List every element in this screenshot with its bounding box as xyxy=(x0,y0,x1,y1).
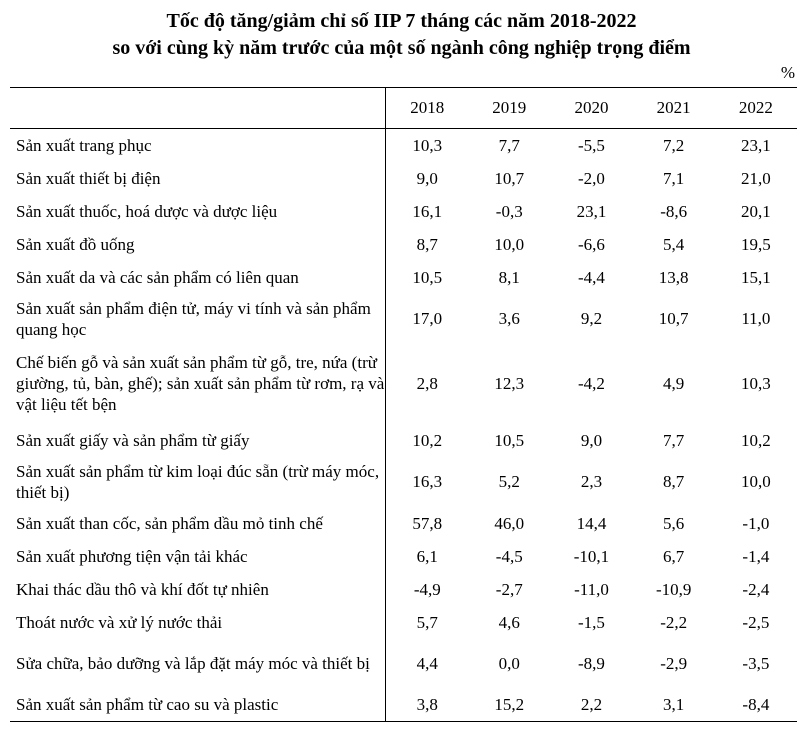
value-cell: 10,3 xyxy=(741,374,771,393)
value-cell: 10,0 xyxy=(494,234,525,254)
value-cell: 10,5 xyxy=(494,430,525,450)
table-row xyxy=(10,639,797,689)
value-cell: 9,2 xyxy=(580,309,603,328)
row-name-cell: Sửa chữa, bảo dưỡng và lắp đặt máy móc và thiết bị xyxy=(16,654,370,673)
value-cell: 9,0 xyxy=(580,430,603,450)
value-cell: -5,5 xyxy=(578,135,605,155)
value-cell: 3,6 xyxy=(498,309,520,328)
table-row xyxy=(10,129,797,162)
value-cell: 4,9 xyxy=(663,374,685,393)
value-cell: 2,3 xyxy=(580,472,603,491)
header-cell-year: 2018 xyxy=(386,88,468,129)
row-name-cell: Sản xuất đồ uống xyxy=(16,234,135,254)
value-cell: 23,1 xyxy=(576,201,607,221)
row-name-cell: Chế biến gỗ và sản xuất sản phẩm từ gỗ, tre, nứa (trừ giường, tủ, bàn, ghế); sản xuất sản phẩm từ rơm, rạ và vật liệu tết bện xyxy=(16,353,385,414)
value-cell: 10,3 xyxy=(386,129,468,162)
value-cell: -2,5 xyxy=(742,612,770,632)
table-row xyxy=(10,228,797,261)
value-cell: 7,1 xyxy=(663,168,685,188)
value-cell: -2,2 xyxy=(660,612,688,632)
value-cell: 10,0 xyxy=(741,472,771,491)
table-row xyxy=(10,424,797,457)
value-cell: 17,0 xyxy=(386,294,468,344)
value-cell: 5,2 xyxy=(498,472,520,491)
value-cell: -2,0 xyxy=(578,168,605,188)
row-name-cell: Sản xuất phương tiện vận tải khác xyxy=(16,546,248,566)
row-name-cell: Thoát nước và xử lý nước thải xyxy=(16,612,223,632)
value-cell: -4,9 xyxy=(386,573,468,606)
value-cell: 8,7 xyxy=(663,472,685,491)
table-row xyxy=(10,507,797,540)
table-row xyxy=(10,457,797,507)
value-cell: 10,2 xyxy=(741,430,771,450)
value-cell: 4,6 xyxy=(498,612,520,632)
value-cell: 23,1 xyxy=(741,135,771,155)
value-cell: 3,8 xyxy=(386,689,468,722)
value-cell: -1,0 xyxy=(742,513,770,533)
row-name-cell: Sản xuất giấy và sản phẩm từ giấy xyxy=(16,430,250,450)
table-row xyxy=(10,294,797,344)
row-name-cell: Sản xuất thiết bị điện xyxy=(16,168,161,188)
value-cell: 13,8 xyxy=(658,267,689,287)
value-cell: 10,7 xyxy=(658,309,689,328)
table-row xyxy=(10,195,797,228)
header-cell-year: 2020 xyxy=(550,88,632,129)
value-cell: -0,3 xyxy=(495,201,523,221)
value-cell: 4,4 xyxy=(386,639,468,689)
value-cell: -4,5 xyxy=(495,546,523,566)
value-cell: -3,5 xyxy=(742,654,770,673)
value-cell: 11,0 xyxy=(741,309,771,328)
table-row xyxy=(10,573,797,606)
value-cell: 6,7 xyxy=(663,546,685,566)
unit-label: % xyxy=(780,63,795,82)
value-cell: -4,4 xyxy=(578,267,605,287)
value-cell: 0,0 xyxy=(498,654,520,673)
value-cell: 7,7 xyxy=(498,135,520,155)
row-name-cell: Sản xuất da và các sản phẩm có liên quan xyxy=(16,267,299,287)
table-row xyxy=(10,689,797,722)
header-row xyxy=(10,88,797,129)
title-line-2: so với cùng kỳ năm trước của một số ngành công nghiệp trọng điểm xyxy=(112,37,691,59)
table-row xyxy=(10,261,797,294)
value-cell: 2,2 xyxy=(550,689,632,722)
value-cell: 7,2 xyxy=(663,135,685,155)
value-cell: 12,3 xyxy=(494,374,525,393)
value-cell: 10,5 xyxy=(386,261,468,294)
value-cell: -8,9 xyxy=(578,654,605,673)
value-cell: -2,9 xyxy=(660,654,688,673)
table-row xyxy=(10,344,797,424)
table-row xyxy=(10,540,797,573)
value-cell: -8,4 xyxy=(715,689,797,722)
value-cell: -2,4 xyxy=(742,579,770,599)
row-name-cell: Sản xuất sản phẩm điện tử, máy vi tính và sản phẩm quang học xyxy=(16,298,371,339)
value-cell: -6,6 xyxy=(578,234,605,254)
value-cell: 6,1 xyxy=(386,540,468,573)
row-name-cell: Sản xuất thuốc, hoá dược và dược liệu xyxy=(16,201,278,221)
data-table xyxy=(10,87,797,722)
header-cell-year: 2019 xyxy=(468,88,550,129)
value-cell: 5,4 xyxy=(663,234,685,254)
value-cell: 15,1 xyxy=(741,267,771,287)
table-row xyxy=(10,606,797,639)
value-cell: 19,5 xyxy=(741,234,771,254)
value-cell: 7,7 xyxy=(663,430,685,450)
value-cell: 20,1 xyxy=(741,201,771,221)
header-cell-year: 2022 xyxy=(715,88,797,129)
value-cell: 21,0 xyxy=(741,168,771,188)
value-cell: 5,7 xyxy=(386,606,468,639)
value-cell: 5,6 xyxy=(663,513,685,533)
value-cell: -4,2 xyxy=(578,374,605,393)
value-cell: -1,5 xyxy=(578,612,605,632)
value-cell: 15,2 xyxy=(468,689,550,722)
row-name-cell: Sản xuất sản phẩm từ kim loại đúc sẵn (trừ máy móc, thiết bị) xyxy=(16,461,380,502)
value-cell: -1,4 xyxy=(742,546,770,566)
value-cell: -10,1 xyxy=(573,546,610,566)
header-cell-year: 2021 xyxy=(633,88,715,129)
value-cell: 46,0 xyxy=(494,513,525,533)
value-cell: -11,0 xyxy=(574,579,609,599)
row-name-cell: Sản xuất trang phục xyxy=(16,135,152,155)
value-cell: -8,6 xyxy=(660,201,688,221)
value-cell: 57,8 xyxy=(386,507,468,540)
value-cell: 14,4 xyxy=(576,513,607,533)
table-row xyxy=(10,162,797,195)
value-cell: 8,1 xyxy=(498,267,520,287)
row-name-cell: Sản xuất than cốc, sản phẩm dầu mỏ tinh chế xyxy=(16,513,323,533)
value-cell: 16,1 xyxy=(386,195,468,228)
title-line-1: Tốc độ tăng/giảm chỉ số IIP 7 tháng các năm 2018-2022 xyxy=(166,10,637,32)
value-cell: 9,0 xyxy=(386,162,468,195)
value-cell: 8,7 xyxy=(386,228,468,261)
value-cell: 10,2 xyxy=(386,424,468,457)
value-cell: 3,1 xyxy=(633,689,715,722)
value-cell: 16,3 xyxy=(386,457,468,507)
row-name-cell: Khai thác dầu thô và khí đốt tự nhiên xyxy=(16,579,269,599)
value-cell: -2,7 xyxy=(495,579,523,599)
header-cell-name xyxy=(10,88,386,129)
value-cell: -10,9 xyxy=(655,579,692,599)
row-name-cell: Sản xuất sản phẩm từ cao su và plastic xyxy=(10,689,386,722)
value-cell: 10,7 xyxy=(494,168,525,188)
value-cell: 2,8 xyxy=(386,344,468,424)
